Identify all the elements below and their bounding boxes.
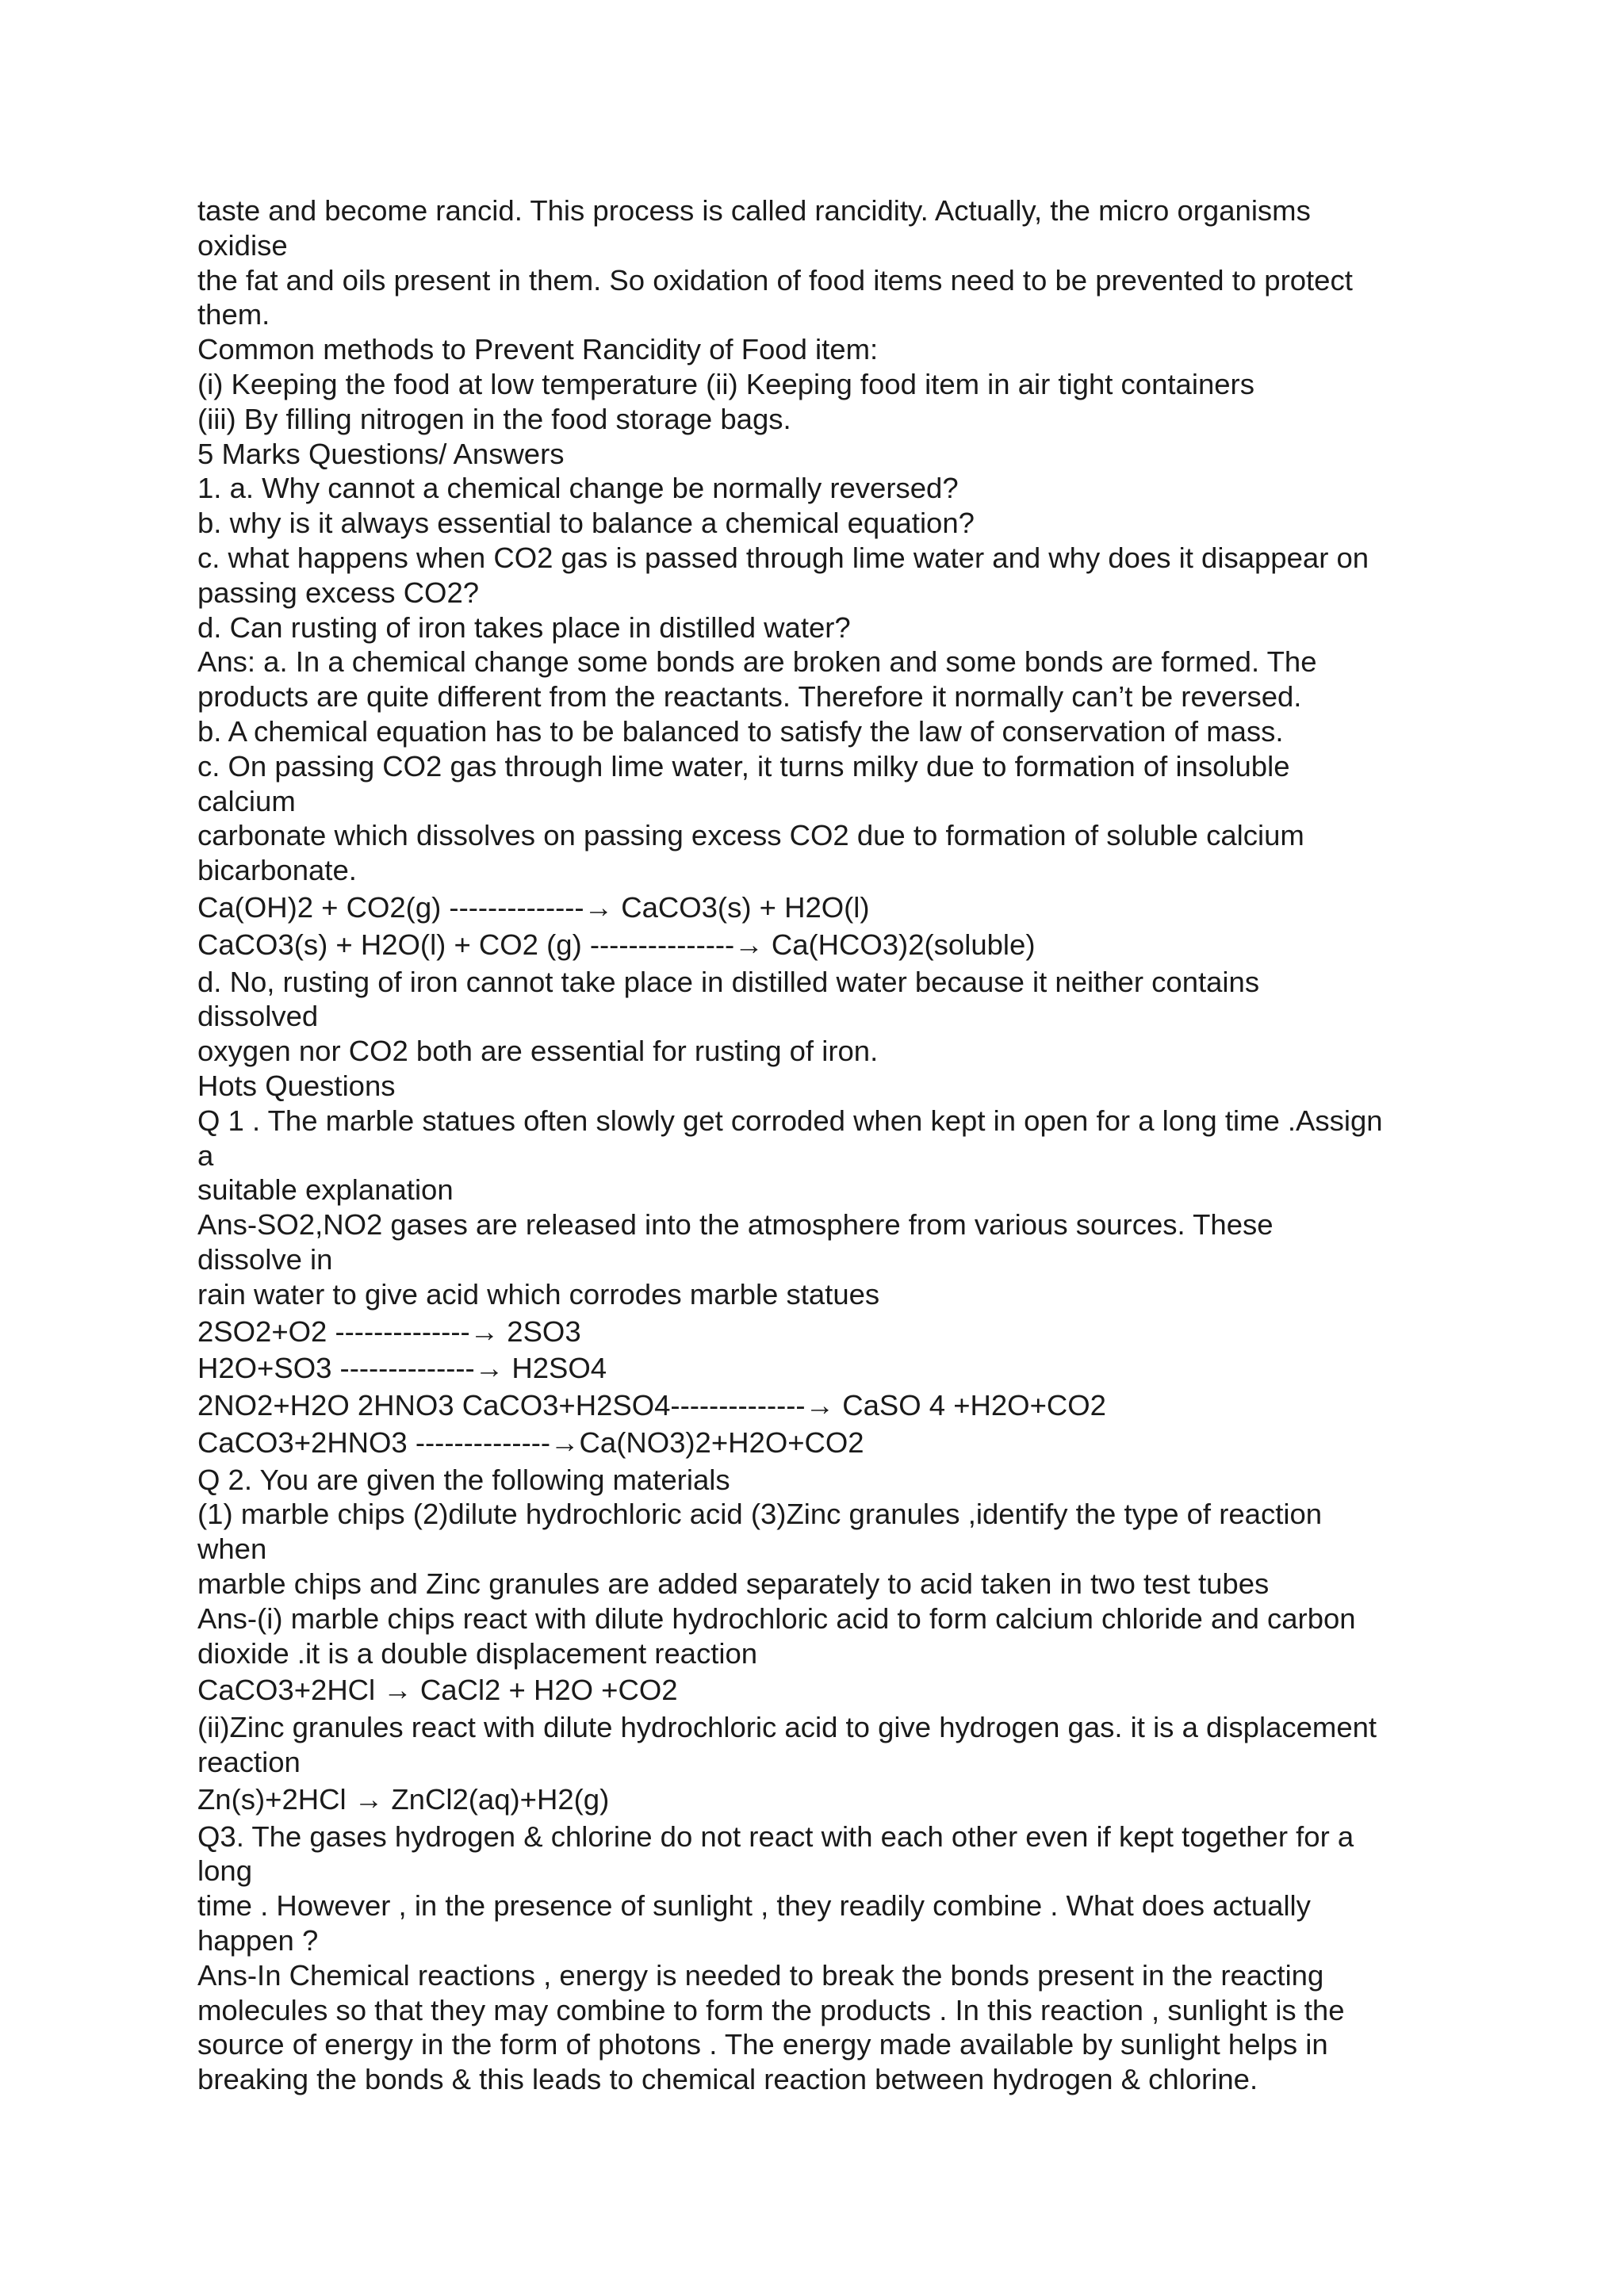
question-line: Q 1 . The marble statues often slowly get corroded when kept in open for a long time .Assign	[197, 1104, 1383, 1137]
question-line: when	[197, 1533, 267, 1566]
question-line: a	[197, 1138, 214, 1172]
paragraph-line: them.	[197, 298, 270, 331]
answer-line: Ans-(i) marble chips react with dilute hydrochloric acid to form calcium chloride and carbon	[197, 1601, 1356, 1635]
chemical-equation: 2NO2+H2O 2HNO3 CaCO3+H2SO4--------------→ CaSO 4 +H2O+CO2	[197, 1389, 1106, 1422]
question-line: time . However , in the presence of sunlight , they readily combine . What does actually	[197, 1889, 1311, 1923]
answer-line: (ii)Zinc granules react with dilute hydrochloric acid to give hydrogen gas. it is a displacement	[197, 1711, 1377, 1744]
answer-line: Ans: a. In a chemical change some bonds are broken and some bonds are formed. The	[197, 645, 1317, 679]
question-line: Q 2. You are given the following materials	[197, 1463, 730, 1496]
paragraph-line: taste and become rancid. This process is called rancidity. Actually, the micro organisms	[197, 194, 1311, 227]
answer-line: calcium	[197, 784, 296, 817]
answer-line: oxygen nor CO2 both are essential for rusting of iron.	[197, 1035, 879, 1068]
answer-line: products are quite different from the reactants. Therefore it normally can’t be reversed.	[197, 680, 1302, 714]
question-line: passing excess CO2?	[197, 576, 480, 609]
paragraph-line: oxidise	[197, 228, 288, 262]
question-line: b. why is it always essential to balance a chemical equation?	[197, 507, 975, 540]
paragraph-line: the fat and oils present in them. So oxidation of food items need to be prevented to protect	[197, 263, 1353, 297]
question-line: 1. a. Why cannot a chemical change be normally reversed?	[197, 472, 959, 505]
answer-line: breaking the bonds & this leads to chemical reaction between hydrogen & chlorine.	[197, 2063, 1258, 2096]
question-line: d. Can rusting of iron takes place in distilled water?	[197, 610, 851, 644]
chemical-equation: CaCO3(s) + H2O(l) + CO2 (g) ---------------→ Ca(HCO3)2(soluble)	[197, 928, 1036, 961]
answer-line: source of energy in the form of photons . The energy made available by sunlight helps in	[197, 2028, 1328, 2061]
document-body	[197, 193, 1450, 2097]
answer-line: rain water to give acid which corrodes marble statues	[197, 1277, 880, 1311]
chemical-equation: H2O+SO3 --------------→ H2SO4	[197, 1352, 607, 1385]
answer-line: dioxide .it is a double displacement reaction	[197, 1636, 758, 1670]
question-line: marble chips and Zinc granules are added separately to acid taken in two test tubes	[197, 1567, 1270, 1601]
answer-line: reaction	[197, 1746, 301, 1779]
answer-line: dissolved	[197, 1000, 319, 1033]
list-item: (iii) By filling nitrogen in the food storage bags.	[197, 402, 791, 435]
answer-line: molecules so that they may combine to form the products . In this reaction , sunlight is the	[197, 1993, 1345, 2026]
question-line: (1) marble chips (2)dilute hydrochloric acid (3)Zinc granules ,identify the type of reaction	[197, 1498, 1323, 1531]
section-heading: Common methods to Prevent Rancidity of Food item:	[197, 333, 879, 366]
chemical-equation: Ca(OH)2 + CO2(g) --------------→ CaCO3(s) + H2O(l)	[197, 890, 870, 924]
chemical-equation: Zn(s)+2HCl → ZnCl2(aq)+H2(g)	[197, 1782, 610, 1816]
question-line: happen ?	[197, 1924, 319, 1957]
chemical-equation: CaCO3+2HNO3 --------------→Ca(NO3)2+H2O+CO2	[197, 1425, 864, 1459]
answer-line: Ans-SO2,NO2 gases are released into the atmosphere from various sources. These	[197, 1208, 1274, 1242]
question-line: suitable explanation	[197, 1173, 454, 1207]
question-line: long	[197, 1854, 253, 1888]
answer-line: d. No, rusting of iron cannot take place in distilled water because it neither contains	[197, 965, 1260, 998]
question-line: c. what happens when CO2 gas is passed through lime water and why does it disappear on	[197, 541, 1369, 574]
section-heading: 5 Marks Questions/ Answers	[197, 437, 565, 470]
chemical-equation: CaCO3+2HCl → CaCl2 + H2O +CO2	[197, 1674, 678, 1707]
answer-line: c. On passing CO2 gas through lime water, it turns milky due to formation of insoluble	[197, 749, 1290, 783]
answer-line: carbonate which dissolves on passing excess CO2 due to formation of soluble calcium	[197, 819, 1304, 852]
question-line: Q3. The gases hydrogen & chlorine do not react with each other even if kept together for a	[197, 1820, 1354, 1853]
chemical-equation: 2SO2+O2 --------------→ 2SO3	[197, 1314, 581, 1348]
answer-line: Ans-In Chemical reactions , energy is needed to break the bonds present in the reacting	[197, 1958, 1324, 1992]
answer-line: b. A chemical equation has to be balanced to satisfy the law of conservation of mass.	[197, 714, 1284, 748]
list-item: (i) Keeping the food at low temperature (ii) Keeping food item in air tight containers	[197, 367, 1254, 400]
answer-line: bicarbonate.	[197, 854, 357, 887]
answer-line: dissolve in	[197, 1242, 333, 1276]
section-heading: Hots Questions	[197, 1069, 396, 1102]
